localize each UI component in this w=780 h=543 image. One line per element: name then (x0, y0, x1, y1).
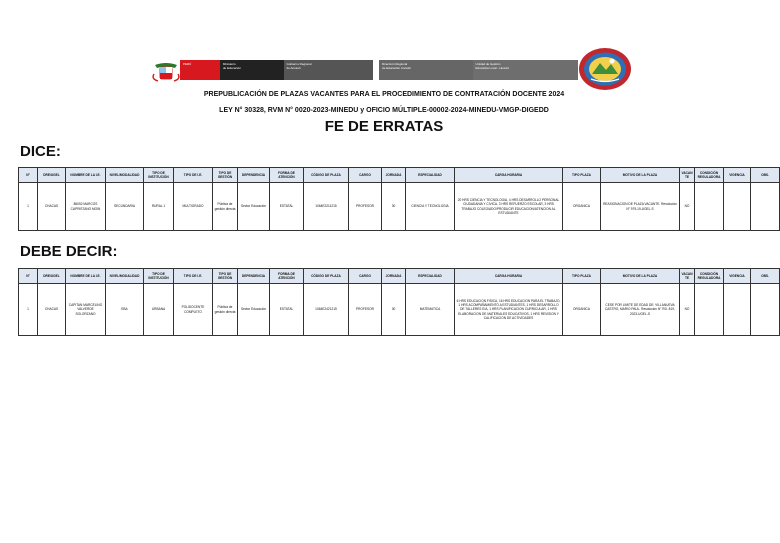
table-cell (751, 183, 780, 231)
header-row (19, 269, 780, 284)
table-cell: ESTATAL (270, 183, 304, 231)
column-header: VACANTE (680, 168, 695, 183)
column-header: DEPENDENCIA (238, 168, 270, 183)
table-cell: NO (680, 183, 695, 231)
column-header: NIVEL/MODALIDAD (106, 269, 144, 284)
column-header: OBS. (751, 168, 780, 183)
table-cell: 6 HRS EDUCACION FISICA, 16 HRS EDUCACION PARA EL TRABAJO, 1 HRS ACOMPAÑAMIENTO A ESTUDIANTES, 1 HRS DESARROLLO DE TALLERES EIA, 1 HRS PLANIFICACION CURRICULAR, 1 HRS ELABORACION DE MATERIALES EDUCATIVOS, 1 HRS REVISION Y CALIFICACION DE ACTIVIDADES (455, 284, 563, 336)
table-cell: PROFESOR (349, 284, 382, 336)
column-header: NOMBRE DE LA I.E. (66, 168, 106, 183)
column-header: NOMBRE DE LA I.E. (66, 269, 106, 284)
table-cell: MULTIGRADO (174, 183, 213, 231)
table-cell (724, 284, 751, 336)
dice-table (18, 167, 780, 231)
ugel-segment (473, 60, 578, 80)
table-cell: MATEMATICA (406, 284, 455, 336)
column-header: MOTIVO DE LA PLAZA (601, 269, 680, 284)
column-header: FORMA DE ATENCIÓN (270, 269, 304, 284)
column-header: NIVEL/MODALIDAD (106, 168, 144, 183)
direccion-segment (379, 60, 473, 80)
ugel-logo-icon (578, 47, 632, 91)
table-cell (695, 183, 724, 231)
column-header: TIPO DE INSTITUCIÓN (144, 168, 174, 183)
table-cell: POLIDOCENTE COMPLETO (174, 284, 213, 336)
table-cell: 1 (19, 284, 38, 336)
coat-of-arms-icon (146, 60, 180, 80)
table-cell: 20 HRS CIENCIA Y TECNOLOGIA, 4 HRS DESARROLLO PERSONAL CIUDADANIA Y CIVICA, 3 HRS REFUERZO ESCOLAR, 3 HRS TRABAJO COLEGIADO/PRODUCIR EDUCACION/ATENCION AL ESTUDIANTE (455, 183, 563, 231)
column-header: JORNADA (382, 168, 406, 183)
column-header: ESPECIALIDAD (406, 168, 455, 183)
table-cell: EBA (106, 284, 144, 336)
table-cell (751, 284, 780, 336)
table-cell: CHACAS (38, 183, 66, 231)
table-cell: Sector Educación (238, 183, 270, 231)
table-cell: SECUNDARIA (106, 183, 144, 231)
column-header: CARGO (349, 168, 382, 183)
column-header: TIPO PLAZA (563, 168, 601, 183)
column-header: CARGA HORARIA (455, 269, 563, 284)
section-dice-label: DICE: (20, 143, 61, 160)
peru-segment (180, 60, 220, 80)
table-cell: Pública de gestión directa (213, 284, 238, 336)
table-cell: Pública de gestión directa (213, 183, 238, 231)
segment-text: PERÚ (183, 62, 192, 66)
column-header: CÓDIGO DE PLAZA (304, 168, 349, 183)
table-cell: URBANA (144, 284, 174, 336)
column-header: VIGENCIA (724, 269, 751, 284)
page-title: PREPUBLICACIÓN DE PLAZAS VACANTES PARA EL PROCEDIMIENTO DE CONTRATACIÓN DOCENTE 2024 (203, 91, 565, 98)
column-header: MOTIVO DE LA PLAZA (601, 168, 680, 183)
column-header: CARGA HORARIA (455, 168, 563, 183)
segment-text: Ministerio (222, 62, 236, 66)
segment-text: Educativa Local - Huaraz (475, 66, 510, 71)
column-header: TIPO DE GESTIÓN (213, 168, 238, 183)
column-header: CÓDIGO DE PLAZA (304, 269, 349, 284)
table-cell: NO (680, 284, 695, 336)
column-header: CONDICIÓN REGULADORA (695, 168, 724, 183)
table-cell: 30 (382, 284, 406, 336)
table-cell: CIENCIA Y TECNOLOGIA (406, 183, 455, 231)
legal-reference: LEY N° 30328, RVM N° 0020-2023-MINEDU y OFICIO MÚLTIPLE-00002-2024-MINEDU-VMGP-DIGEDD (219, 107, 549, 114)
table-cell: CHACAS (38, 284, 66, 336)
column-header: N° (19, 168, 38, 183)
column-header: FORMA DE ATENCIÓN (270, 168, 304, 183)
table-cell: RURAL 1 (144, 183, 174, 231)
table-cell: ESTATAL (270, 284, 304, 336)
column-header: TIPO DE I.E. (174, 269, 213, 284)
column-header: VIGENCIA (724, 168, 751, 183)
table-cell: 30 (382, 183, 406, 231)
table-cell (724, 183, 751, 231)
column-header: CARGO (349, 269, 382, 284)
errata-heading: FE DE ERRATAS (324, 118, 444, 135)
column-header: JORNADA (382, 269, 406, 284)
table-cell: 1064E2211215 (304, 183, 349, 231)
column-header: DRE/UGEL (38, 168, 66, 183)
column-header: DRE/UGEL (38, 269, 66, 284)
table-cell: 1064E2421215 (304, 284, 349, 336)
column-header: N° (19, 269, 38, 284)
table-cell: Sector Educación (238, 284, 270, 336)
segment-text: Unidad de Gestión (475, 62, 501, 66)
table-cell: 86052 MARCOS CAPRISTANO MOIN (66, 183, 106, 231)
segment-text: de Ancash (286, 66, 301, 71)
table-cell: CESE POR LIMITE DE EDAD DE: VILLANUEVA CASTRO, MARIO PAUL. Resolución N° RD. 819-2023-UGEL-S (601, 284, 680, 336)
segment-text: Dirección Regional (382, 62, 408, 66)
table-row (19, 183, 780, 231)
column-header: TIPO DE INSTITUCIÓN (144, 269, 174, 284)
column-header: TIPO PLAZA (563, 269, 601, 284)
header-row (19, 168, 780, 183)
debe-decir-table (18, 268, 780, 336)
column-header: DEPENDENCIA (238, 269, 270, 284)
column-header: OBS. (751, 269, 780, 284)
segment-text: de Educación (222, 66, 241, 71)
table-cell: 1 (19, 183, 38, 231)
section-debe-decir-label: DEBE DECIR: (20, 243, 118, 260)
table-cell: REASIGNACION DE PLAZA VACANTE. Resolución N° 979-19-UGEL-S (601, 183, 680, 231)
ministerio-segment (220, 60, 284, 80)
table-cell: ORGANICA (563, 183, 601, 231)
column-header: TIPO DE GESTIÓN (213, 269, 238, 284)
table-cell: ORGANICA (563, 284, 601, 336)
column-header: CONDICIÓN REGULADORA (695, 269, 724, 284)
table-cell (695, 284, 724, 336)
table-row (19, 284, 780, 336)
column-header: TIPO DE I.E. (174, 168, 213, 183)
header-bar (146, 60, 578, 80)
column-header: ESPECIALIDAD (406, 269, 455, 284)
table-cell: CAPITAN MARCELINO VALVERDE SOLORZANO (66, 284, 106, 336)
gobierno-segment (284, 60, 374, 80)
table-cell: PROFESOR (349, 183, 382, 231)
column-header: VACANTE (680, 269, 695, 284)
segment-text: de Educación Ancash (382, 66, 411, 71)
segment-text: Gobierno Regional (286, 62, 312, 66)
